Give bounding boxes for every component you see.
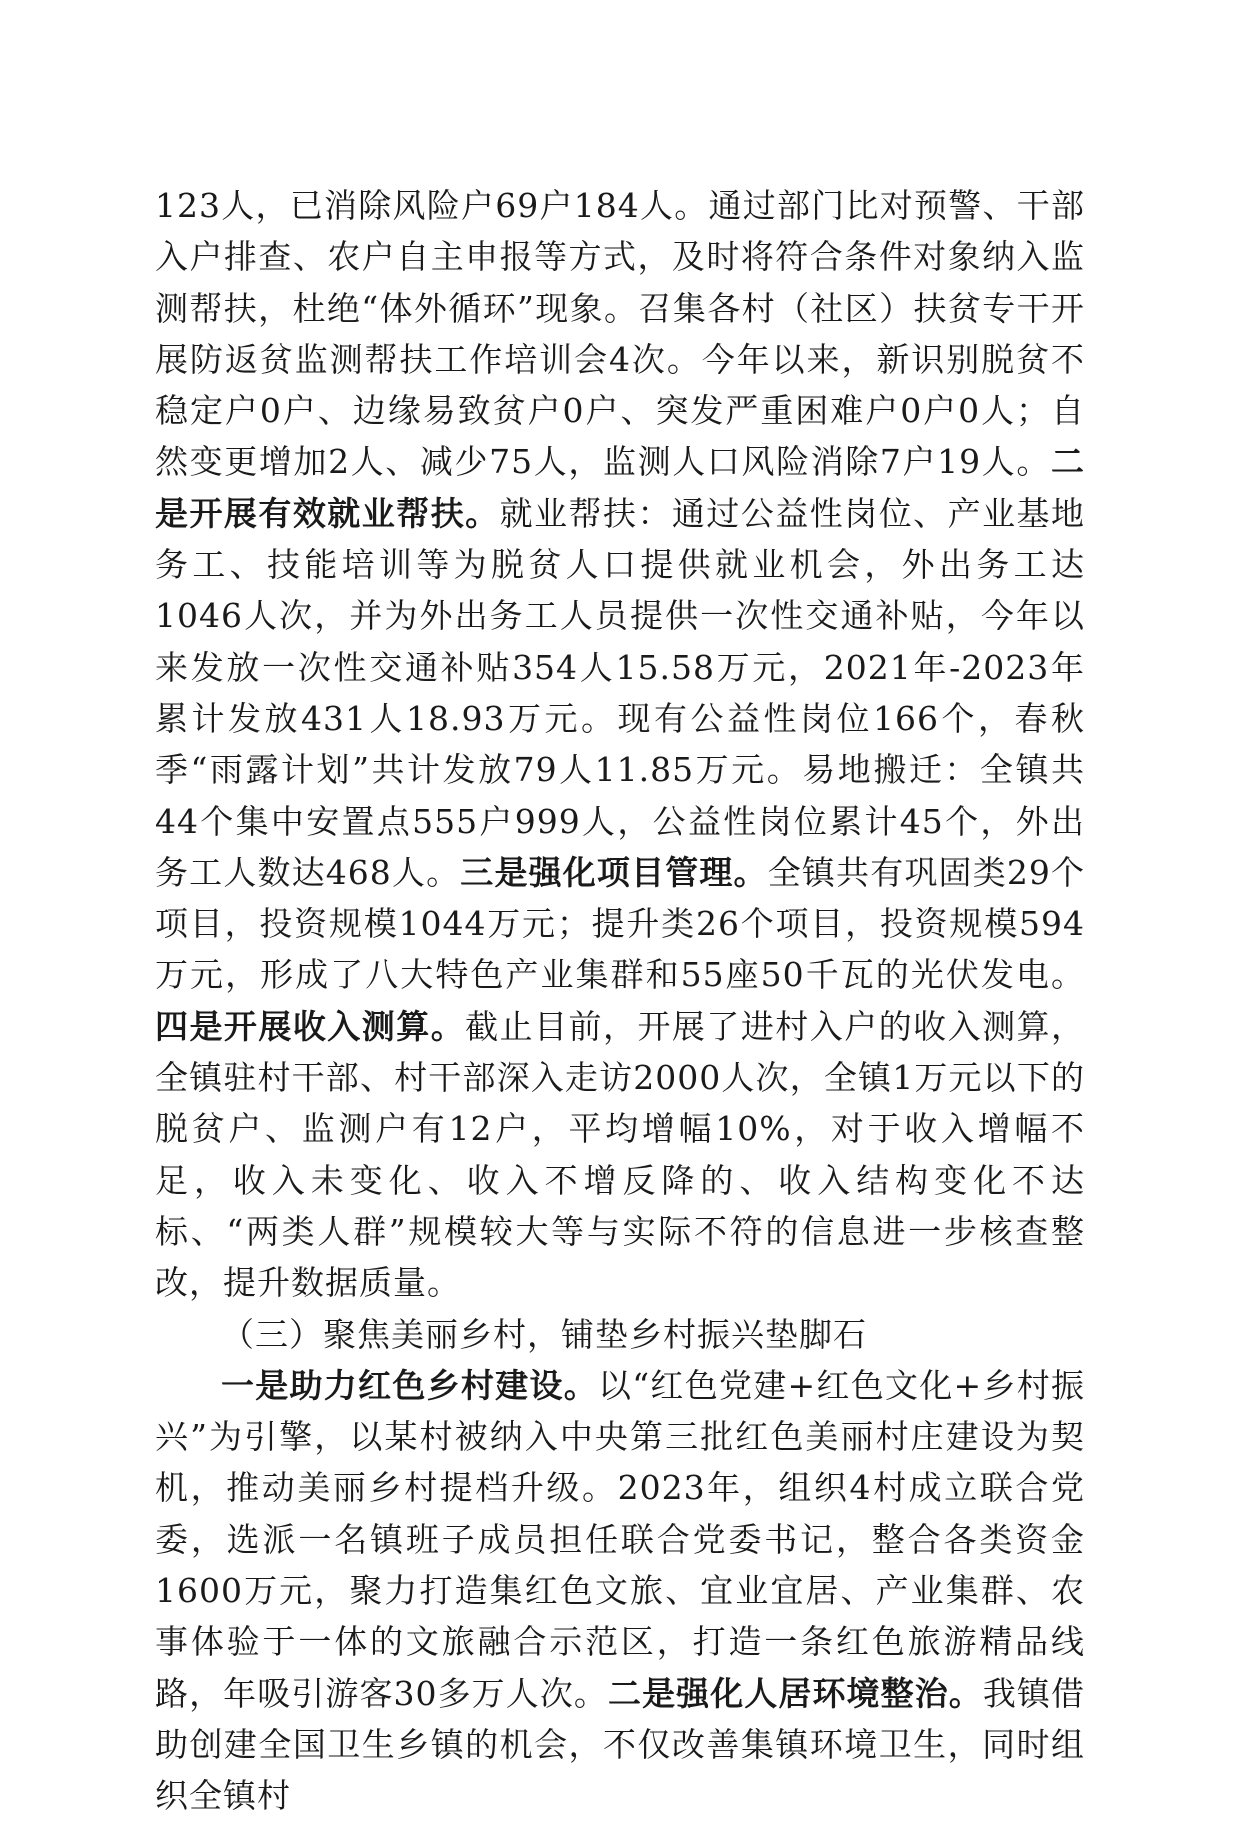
text-income-measurement: 截止目前，开展了进村入户的收入测算，全镇驻村干部、村干部深入走访2000人次，全镇1万元以下的脱贫户、监测户有12户，平均增幅10%，对于收入增幅不足，收入未变化、收入不增反降的、收入结构变化不达标、“两类人群”规模较大等与实际不符的信息进一步核查整改，提升数据质量。: [155, 1006, 1086, 1303]
text-employment-support: 就业帮扶：通过公益性岗位、产业基地务工、技能培训等为脱贫人口提供就业机会，外出务工达1046人次，并为外出务工人员提供一次性交通补贴，今年以来发放一次性交通补贴354人15.58万元，2021年-2023年累计发放431人18.93万元。现有公益性岗位166个，春秋季“雨露计划”共计发放79人11.85万元。易地搬迁：全镇共44个集中安置点555户999人，公益性岗位累计45个，外出务工人数达468人。: [155, 493, 1086, 892]
heading-project-management: 三是强化项目管理。: [460, 852, 768, 892]
heading-income-measurement: 四是开展收入测算。: [155, 1006, 466, 1046]
heading-red-village-construction: 一是助力红色乡村建设。: [221, 1365, 599, 1405]
text-monitoring-results: 123人，已消除风险户69户184人。通过部门比对预警、干部入户排查、农户自主申报等方式，及时将符合条件对象纳入监测帮扶，杜绝“体外循环”现象。召集各村（社区）扶贫专干开展防返贫监测帮扶工作培训会4次。今年以来，新识别脱贫不稳定户0户、边缘易致贫户0户、突发严重困难户0户0人；自然变更增加2人、减少75人，监测人口风险消除7户19人。: [155, 186, 1085, 482]
heading-living-environment: 二是强化人居环境整治。: [608, 1673, 983, 1713]
section-heading-beautiful-village: （三）聚焦美丽乡村，铺垫乡村振兴垫脚石: [221, 1314, 867, 1354]
heading-employment-support: 二是开展有效就业帮扶。: [155, 442, 1085, 533]
text-red-village-construction: 以“红色党建+红色文化+乡村振兴”为引擎，以某村被纳入中央第三批红色美丽村庄建设为契机，推动美丽乡村提档升级。2023年，组织4村成立联合党委，选派一名镇班子成员担任联合党委书记，整合各类资金1600万元，聚力打造集红色文旅、宜业宜居、产业集群、农事体验于一体的文旅融合示范区，打造一条红色旅游精品线路，年吸引游客30多万人次。: [155, 1365, 1086, 1713]
paragraph-poverty-monitoring: [155, 180, 1085, 1309]
text-project-management: 全镇共有巩固类29个项目，投资规模1044万元；提升类26个项目，投资规模594万元，形成了八大特色产业集群和55座50千瓦的光伏发电。: [155, 852, 1086, 995]
text-living-environment: 我镇借助创建全国卫生乡镇的机会，不仅改善集镇环境卫生，同时组织全镇村: [155, 1673, 1086, 1816]
document-body: [155, 180, 1085, 1822]
paragraph-red-village: [155, 1360, 1085, 1822]
